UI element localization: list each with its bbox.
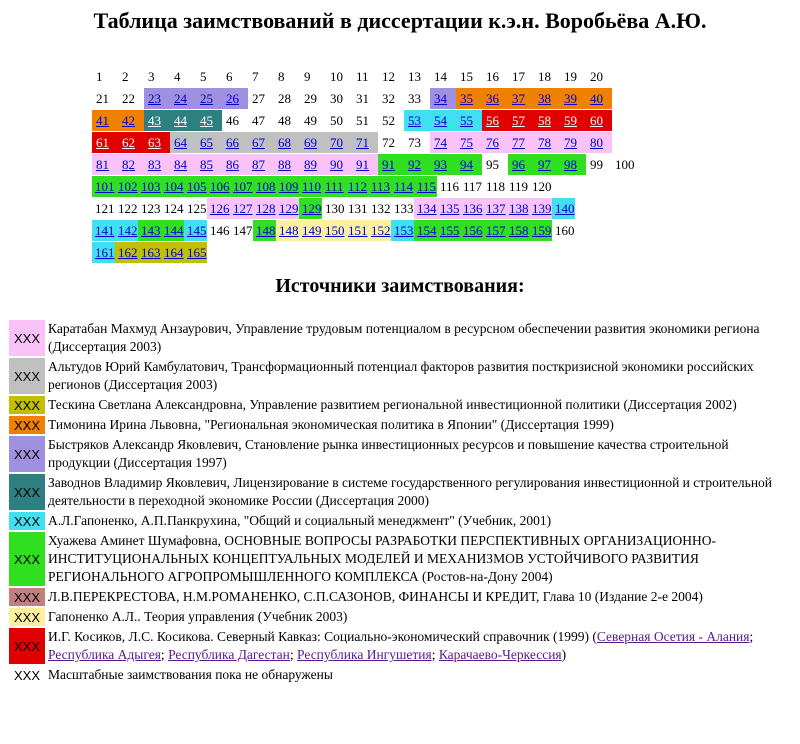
page-link[interactable]: 156 bbox=[460, 220, 483, 241]
source-text: Тимонина Ирина Львовна, "Региональная экономическая политика в Японии" (Диссертация 1999) bbox=[48, 417, 614, 432]
source-text: Хуажева Аминет Шумафовна, ОСНОВНЫЕ ВОПРОСЫ РАЗРАБОТКИ ПЕРСПЕКТИВНЫХ ОРГАНИЗАЦИОННО-ИНСТИТУЦИОНАЛЬНЫХ КОНЦЕПТУАЛЬНЫХ МОДЕЛЕЙ И МЕХАНИЗМОВ УСТОЙЧИВОГО РАЗВИТИЯ РЕГИОНАЛЬНОГО АГРОПРОМЫШЛЕННОГО КОМПЛЕКСА (Ростов-на-Дону 2004) bbox=[48, 533, 717, 584]
page-number: 18 bbox=[538, 69, 551, 84]
page-link[interactable]: 92 bbox=[404, 154, 430, 175]
page-link[interactable]: 104 bbox=[161, 176, 184, 197]
page-number: 5 bbox=[200, 69, 207, 84]
page-link[interactable]: 71 bbox=[352, 132, 378, 153]
source-text: Масштабные заимствования пока не обнаружены bbox=[48, 667, 333, 682]
page-link[interactable]: 165 bbox=[184, 242, 207, 263]
source-text: А.Л.Гапоненко, А.П.Панкрухина, "Общий и социальный менеджмент" (Учебник, 2001) bbox=[48, 513, 552, 528]
page-link[interactable]: 96 bbox=[508, 154, 534, 175]
page-link[interactable]: 158 bbox=[506, 220, 529, 241]
page-number: 72 bbox=[382, 135, 395, 150]
page-number: 49 bbox=[304, 113, 317, 128]
page-link[interactable]: 44 bbox=[170, 110, 196, 131]
page-link[interactable]: 139 bbox=[529, 198, 552, 219]
page-link[interactable]: 80 bbox=[586, 132, 612, 153]
page-link[interactable]: 163 bbox=[138, 242, 161, 263]
page-link[interactable]: 86 bbox=[222, 154, 248, 175]
page-link[interactable]: 23 bbox=[144, 88, 170, 109]
page-number: 48 bbox=[278, 113, 291, 128]
page-number: 28 bbox=[278, 91, 291, 106]
page-number: 19 bbox=[564, 69, 577, 84]
source-item bbox=[9, 416, 791, 434]
page-link[interactable]: 162 bbox=[115, 242, 138, 263]
page-link[interactable]: 164 bbox=[161, 242, 184, 263]
source-item bbox=[9, 588, 791, 606]
page-link[interactable]: 129 bbox=[276, 198, 299, 219]
page-row bbox=[92, 220, 635, 241]
page-number: 14 bbox=[434, 69, 447, 84]
page-link[interactable]: 67 bbox=[248, 132, 274, 153]
source-description bbox=[45, 474, 791, 510]
page-number: 12 bbox=[382, 69, 395, 84]
page-number: 146 bbox=[210, 223, 230, 238]
region-link[interactable]: Северная Осетия - Алания bbox=[596, 629, 750, 644]
sources-heading: Источники заимствования: bbox=[275, 275, 525, 297]
page-number: 122 bbox=[118, 201, 138, 216]
page-link[interactable]: 108 bbox=[253, 176, 276, 197]
color-swatch: XXX bbox=[9, 532, 45, 586]
page-number: 133 bbox=[394, 201, 414, 216]
page-row bbox=[92, 176, 635, 197]
source-item bbox=[9, 512, 791, 530]
page-link[interactable]: 76 bbox=[482, 132, 508, 153]
page-grid bbox=[92, 66, 635, 264]
source-text: Каратабан Махмуд Анзаурович, Управление трудовым потенциалом в ресурсном обеспечении развития экономики региона (Диссертация 2003) bbox=[48, 321, 760, 354]
page-number: 10 bbox=[330, 69, 343, 84]
source-text: Заводнов Владимир Яковлевич, Лицензирование в системе государственного регулирования инвестиционной и строительной деятельности в переходной экономике России (Диссертация 2000) bbox=[48, 475, 773, 508]
page-row bbox=[92, 154, 635, 175]
page-number: 4 bbox=[174, 69, 181, 84]
page-link[interactable]: 37 bbox=[508, 88, 534, 109]
page-link[interactable]: 153 bbox=[391, 220, 414, 241]
page-link[interactable]: 127 bbox=[230, 198, 253, 219]
source-description bbox=[45, 532, 791, 586]
page-number: 121 bbox=[95, 201, 115, 216]
page-link[interactable]: 36 bbox=[482, 88, 508, 109]
page-link[interactable]: 98 bbox=[560, 154, 586, 175]
page-number: 100 bbox=[615, 157, 635, 172]
color-swatch: XXX bbox=[9, 358, 45, 394]
color-swatch: XXX bbox=[9, 628, 45, 664]
color-swatch: XXX bbox=[9, 608, 45, 626]
region-link[interactable]: Республика Адыгея bbox=[48, 647, 161, 662]
page-link[interactable]: 107 bbox=[230, 176, 253, 197]
source-text: Гапоненко А.Л.. Теория управления (Учебник 2003) bbox=[48, 609, 348, 624]
page-row bbox=[92, 198, 635, 219]
page-link[interactable]: 38 bbox=[534, 88, 560, 109]
source-item bbox=[9, 608, 791, 626]
page-link[interactable]: 91 bbox=[352, 154, 378, 175]
page-link[interactable]: 89 bbox=[300, 154, 326, 175]
source-text-end: ) bbox=[561, 647, 567, 662]
source-item bbox=[9, 628, 791, 664]
color-swatch: XXX bbox=[9, 474, 45, 510]
page-link[interactable]: 148 bbox=[276, 220, 299, 241]
source-description bbox=[45, 396, 791, 414]
page-number: 47 bbox=[252, 113, 265, 128]
page-link[interactable]: 53 bbox=[404, 110, 430, 131]
page-link[interactable]: 90 bbox=[326, 154, 352, 175]
source-description bbox=[45, 512, 791, 530]
source-text: И.Г. Косиков, Л.С. Косикова. Северный Кавказ: Социально-экономический справочник (1999) ( bbox=[48, 629, 597, 644]
page-number: 73 bbox=[408, 135, 421, 150]
page-number: 16 bbox=[486, 69, 499, 84]
source-item bbox=[9, 474, 791, 510]
source-text: Быстряков Александр Яковлевич, Становление рынка инвестиционных ресурсов и повышение качества строительной продукции (Диссертация 1997) bbox=[48, 437, 729, 470]
page-link[interactable]: 68 bbox=[274, 132, 300, 153]
page-link[interactable]: 91 bbox=[378, 154, 404, 175]
page-link[interactable]: 66 bbox=[222, 132, 248, 153]
page-number: 46 bbox=[226, 113, 239, 128]
source-description bbox=[45, 416, 791, 434]
page-link[interactable]: 65 bbox=[196, 132, 222, 153]
page-link[interactable]: 58 bbox=[534, 110, 560, 131]
page-link[interactable]: 83 bbox=[144, 154, 170, 175]
source-text: Л.В.ПЕРЕКРЕСТОВА, Н.М.РОМАНЕНКО, С.П.САЗОНОВ, ФИНАНСЫ И КРЕДИТ, Глава 10 (Издание 2-е 2004) bbox=[48, 589, 703, 604]
page-link[interactable]: 128 bbox=[253, 198, 276, 219]
page-number: 116 bbox=[440, 179, 460, 194]
page-link[interactable]: 106 bbox=[207, 176, 230, 197]
page-link[interactable]: 134 bbox=[414, 198, 437, 219]
page-link[interactable]: 109 bbox=[276, 176, 299, 197]
page-number: 160 bbox=[555, 223, 575, 238]
source-description bbox=[45, 588, 791, 606]
page-link[interactable]: 56 bbox=[482, 110, 508, 131]
page-link[interactable]: 43 bbox=[144, 110, 170, 131]
page-number: 147 bbox=[233, 223, 253, 238]
page-link[interactable]: 84 bbox=[170, 154, 196, 175]
color-swatch: XXX bbox=[9, 320, 45, 356]
page-link[interactable]: 59 bbox=[560, 110, 586, 131]
source-description bbox=[45, 436, 791, 472]
region-link[interactable]: Республика Дагестан bbox=[168, 647, 290, 662]
page-link[interactable]: 54 bbox=[430, 110, 456, 131]
page-link[interactable]: 55 bbox=[456, 110, 482, 131]
page-number: 32 bbox=[382, 91, 395, 106]
page-link[interactable]: 145 bbox=[184, 220, 207, 241]
source-description bbox=[45, 320, 791, 356]
page-link[interactable]: 102 bbox=[115, 176, 138, 197]
source-text: Альтудов Юрий Камбулатович, Трансформационный потенциал факторов развития посткризисной экономики российских регионов (Диссертация 2003) bbox=[48, 359, 754, 392]
page-link[interactable]: 113 bbox=[368, 176, 391, 197]
page-number: 13 bbox=[408, 69, 421, 84]
page-number: 124 bbox=[164, 201, 184, 216]
page-link[interactable]: 136 bbox=[460, 198, 483, 219]
sources-legend bbox=[9, 320, 791, 686]
page-link[interactable]: 82 bbox=[118, 154, 144, 175]
page-link[interactable]: 81 bbox=[92, 154, 118, 175]
page-number: 99 bbox=[590, 157, 603, 172]
page-link[interactable]: 143 bbox=[138, 220, 161, 241]
page-link[interactable]: 142 bbox=[115, 220, 138, 241]
page-link[interactable]: 114 bbox=[391, 176, 414, 197]
page-number: 30 bbox=[330, 91, 343, 106]
page-link[interactable]: 64 bbox=[170, 132, 196, 153]
page-link[interactable]: 151 bbox=[345, 220, 368, 241]
page-link[interactable]: 154 bbox=[414, 220, 437, 241]
page-title: Таблица заимствований в диссертации к.э.н. Воробьёва А.Ю. bbox=[93, 8, 707, 33]
page-link[interactable]: 26 bbox=[222, 88, 248, 109]
page-link[interactable]: 97 bbox=[534, 154, 560, 175]
page-link[interactable]: 87 bbox=[248, 154, 274, 175]
page-link[interactable]: 135 bbox=[437, 198, 460, 219]
source-description bbox=[45, 358, 791, 394]
source-item bbox=[9, 320, 791, 356]
page-link[interactable]: 137 bbox=[483, 198, 506, 219]
page-link[interactable]: 42 bbox=[118, 110, 144, 131]
source-item bbox=[9, 666, 791, 684]
page-number: 117 bbox=[463, 179, 483, 194]
page-link[interactable]: 141 bbox=[92, 220, 115, 241]
page-link[interactable]: 111 bbox=[322, 176, 345, 197]
source-item bbox=[9, 532, 791, 586]
color-swatch: XXX bbox=[9, 436, 45, 472]
page-row bbox=[92, 66, 635, 87]
page-link[interactable]: 39 bbox=[560, 88, 586, 109]
page-number: 131 bbox=[348, 201, 368, 216]
page-link[interactable]: 40 bbox=[586, 88, 612, 109]
page-number: 118 bbox=[486, 179, 506, 194]
page-link[interactable]: 112 bbox=[345, 176, 368, 197]
page-link[interactable]: 74 bbox=[430, 132, 456, 153]
page-link[interactable]: 93 bbox=[430, 154, 456, 175]
page-link[interactable]: 88 bbox=[274, 154, 300, 175]
page-link[interactable]: 61 bbox=[92, 132, 118, 153]
page-link[interactable]: 24 bbox=[170, 88, 196, 109]
page-link[interactable]: 157 bbox=[483, 220, 506, 241]
page-link[interactable]: 103 bbox=[138, 176, 161, 197]
page-link[interactable]: 140 bbox=[552, 198, 575, 219]
page-number: 29 bbox=[304, 91, 317, 106]
page-link[interactable]: 57 bbox=[508, 110, 534, 131]
source-text: Тескина Светлана Александровна, Управление развитием региональной инвестиционной политики (Диссертация 2002) bbox=[48, 397, 737, 412]
page-number: 17 bbox=[512, 69, 525, 84]
page-link[interactable]: 41 bbox=[92, 110, 118, 131]
page-link[interactable]: 159 bbox=[529, 220, 552, 241]
page-link[interactable]: 150 bbox=[322, 220, 345, 241]
page-number: 3 bbox=[148, 69, 155, 84]
page-number: 120 bbox=[532, 179, 552, 194]
color-swatch: XXX bbox=[9, 512, 45, 530]
page-number: 22 bbox=[122, 91, 135, 106]
page-link[interactable]: 149 bbox=[299, 220, 322, 241]
source-description bbox=[45, 666, 791, 684]
page-link[interactable]: 115 bbox=[414, 176, 437, 197]
color-swatch: XXX bbox=[9, 588, 45, 606]
page-number: 132 bbox=[371, 201, 391, 216]
page-row bbox=[92, 132, 635, 153]
page-link[interactable]: 144 bbox=[161, 220, 184, 241]
page-link[interactable]: 105 bbox=[184, 176, 207, 197]
page-number: 15 bbox=[460, 69, 473, 84]
page-number: 9 bbox=[304, 69, 311, 84]
page-number: 33 bbox=[408, 91, 421, 106]
page-number: 8 bbox=[278, 69, 285, 84]
page-link[interactable]: 101 bbox=[92, 176, 115, 197]
page-link[interactable]: 138 bbox=[506, 198, 529, 219]
page-number: 119 bbox=[509, 179, 529, 194]
page-link[interactable]: 62 bbox=[118, 132, 144, 153]
page-link[interactable]: 155 bbox=[437, 220, 460, 241]
page-number: 95 bbox=[486, 157, 499, 172]
page-link[interactable]: 148 bbox=[253, 220, 276, 241]
page-number: 52 bbox=[382, 113, 395, 128]
page-number: 51 bbox=[356, 113, 369, 128]
color-swatch: XXX bbox=[9, 416, 45, 434]
page-number: 7 bbox=[252, 69, 259, 84]
color-swatch: XXX bbox=[9, 396, 45, 414]
page-number: 123 bbox=[141, 201, 161, 216]
region-link[interactable]: Карачаево-Черкессия bbox=[438, 647, 562, 662]
page-number: 1 bbox=[96, 69, 103, 84]
page-link[interactable]: 126 bbox=[207, 198, 230, 219]
region-link[interactable]: Республика Ингушетия bbox=[297, 647, 432, 662]
page-link[interactable]: 129 bbox=[299, 198, 322, 219]
page-link[interactable]: 75 bbox=[456, 132, 482, 153]
page-link[interactable]: 85 bbox=[196, 154, 222, 175]
page-link[interactable]: 78 bbox=[534, 132, 560, 153]
color-swatch: XXX bbox=[13, 667, 40, 683]
page-link[interactable]: 70 bbox=[326, 132, 352, 153]
source-item bbox=[9, 396, 791, 414]
page-link[interactable]: 77 bbox=[508, 132, 534, 153]
page-number: 27 bbox=[252, 91, 265, 106]
page-number: 31 bbox=[356, 91, 369, 106]
page-link[interactable]: 45 bbox=[196, 110, 222, 131]
page-row bbox=[92, 242, 635, 263]
page-link[interactable]: 63 bbox=[144, 132, 170, 153]
page-number: 11 bbox=[356, 69, 369, 84]
page-link[interactable]: 161 bbox=[92, 242, 115, 263]
source-description: И.Г. Косиков, Л.С. Косикова. Северный Кавказ: Социально-экономический справочник (1999) (Северная Осетия - Алания; Республика Адыгея; Республика Дагестан; Республика Ингушетия; Карачаево-Черкессия) bbox=[48, 629, 754, 662]
page-number: 21 bbox=[96, 91, 109, 106]
page-link[interactable]: 34 bbox=[430, 88, 456, 109]
page-number: 130 bbox=[325, 201, 345, 216]
source-item bbox=[9, 436, 791, 472]
page-link[interactable]: 25 bbox=[196, 88, 222, 109]
page-number: 20 bbox=[590, 69, 603, 84]
page-row bbox=[92, 110, 635, 131]
page-link[interactable]: 152 bbox=[368, 220, 391, 241]
page-link[interactable]: 69 bbox=[300, 132, 326, 153]
source-item bbox=[9, 358, 791, 394]
page-link[interactable]: 110 bbox=[299, 176, 322, 197]
page-row bbox=[92, 88, 635, 109]
page-link[interactable]: 60 bbox=[586, 110, 612, 131]
page-number: 2 bbox=[122, 69, 129, 84]
page-number: 50 bbox=[330, 113, 343, 128]
page-link[interactable]: 94 bbox=[456, 154, 482, 175]
page-number: 125 bbox=[187, 201, 207, 216]
page-link[interactable]: 79 bbox=[560, 132, 586, 153]
source-description bbox=[45, 608, 791, 626]
page-number: 6 bbox=[226, 69, 233, 84]
page-link[interactable]: 35 bbox=[456, 88, 482, 109]
